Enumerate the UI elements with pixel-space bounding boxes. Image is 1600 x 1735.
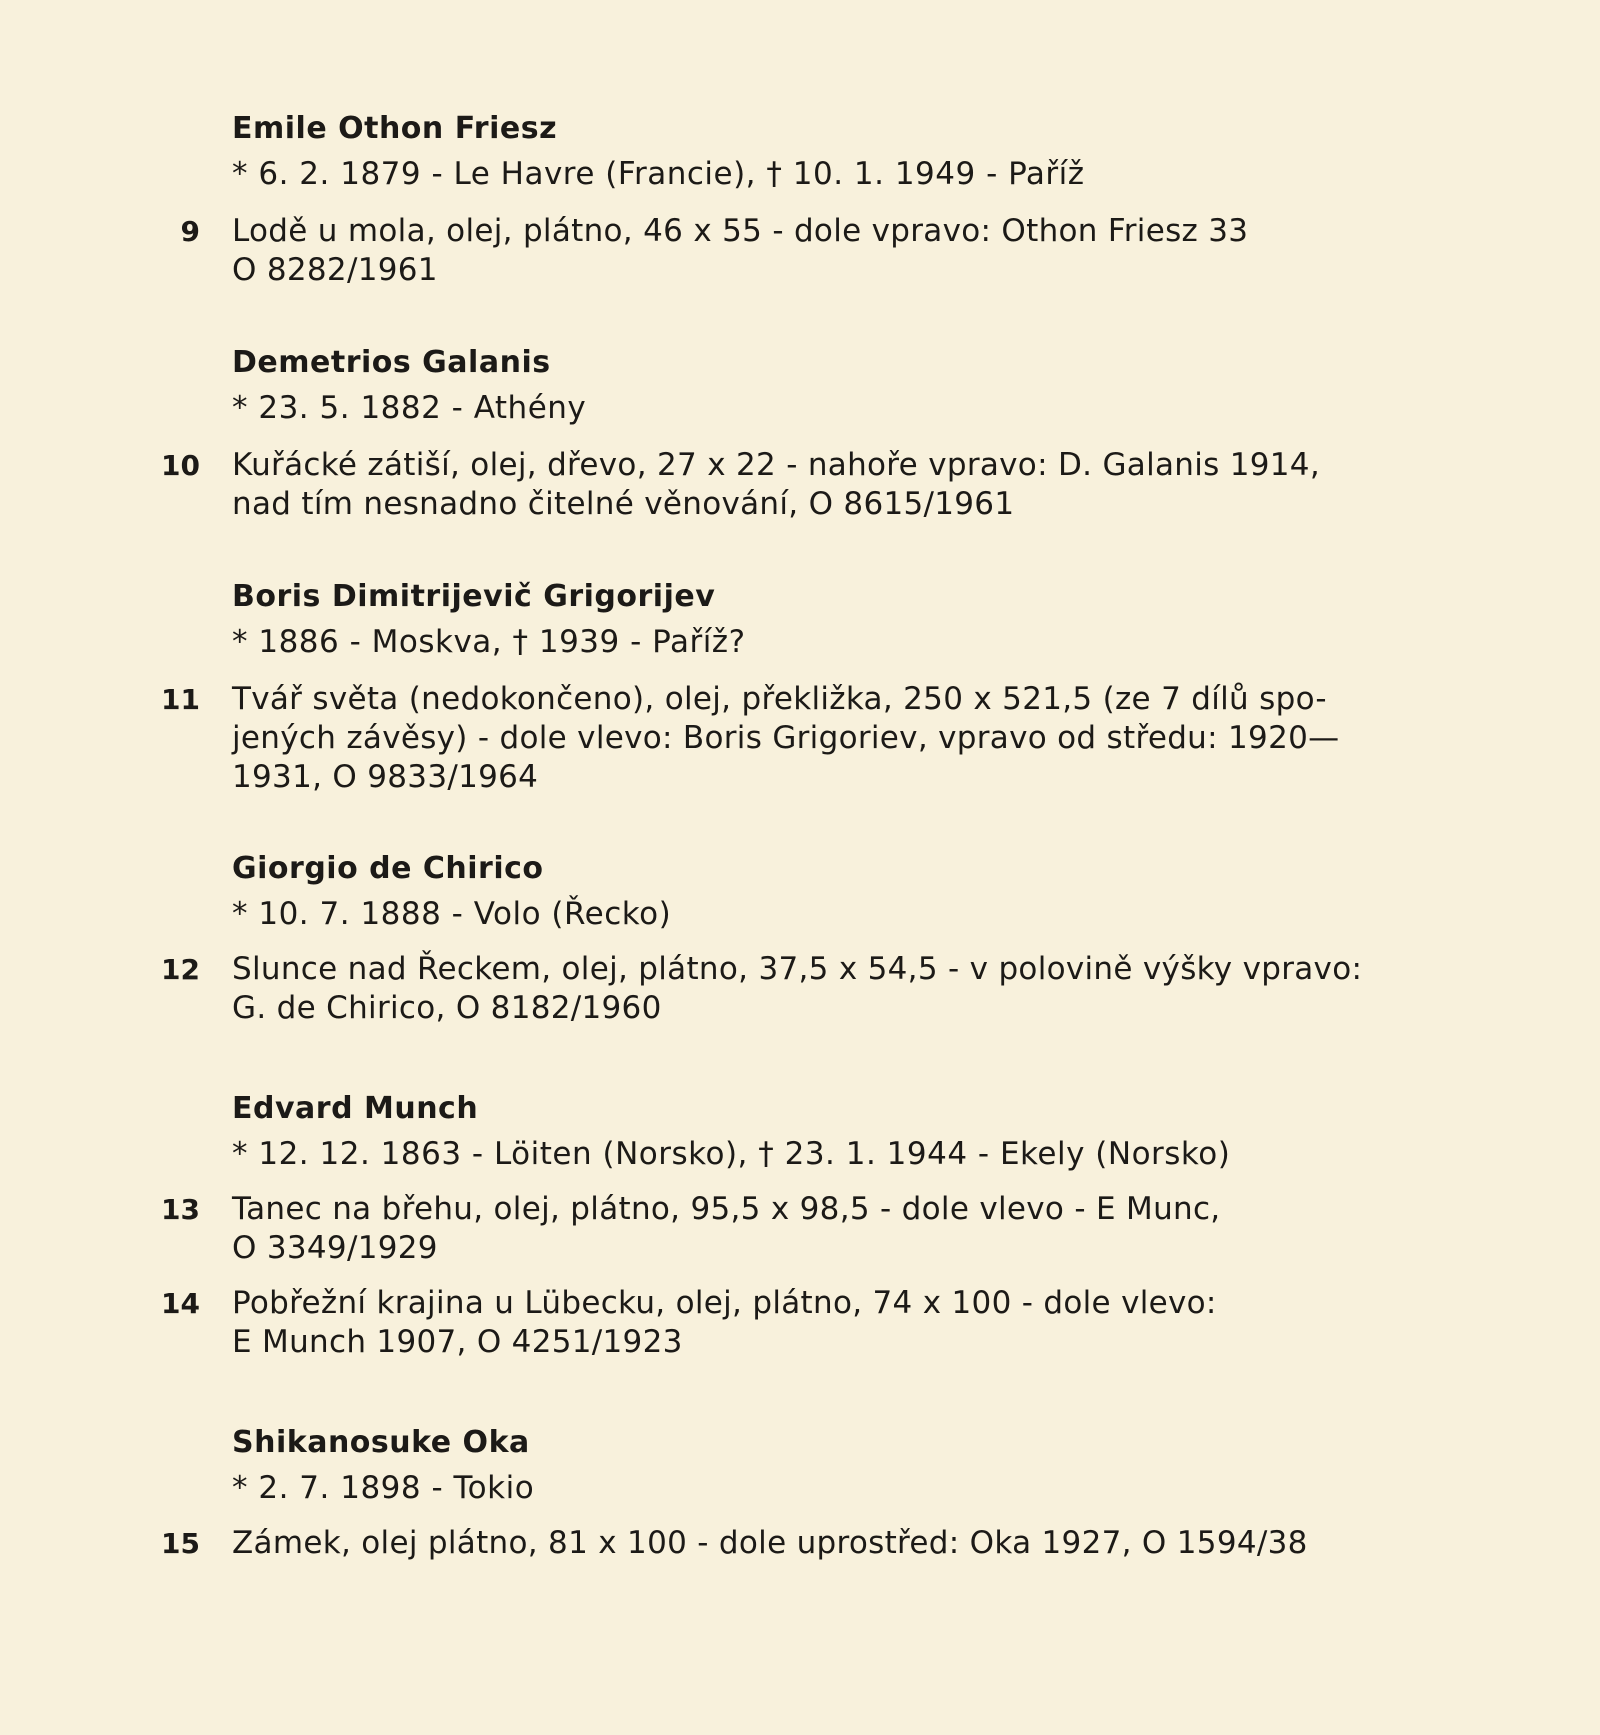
description-line: O 8282/1961: [232, 252, 438, 288]
artist-dates: * 1886 - Moskva, † 1939 - Paříž?: [232, 624, 746, 660]
artist-entry: [232, 578, 1442, 662]
description-line: O 3349/1929: [232, 1230, 438, 1266]
description-line: Pobřežní krajina u Lübecku, olej, plátno, 74 x 100 - dole vlevo:: [232, 1285, 1217, 1321]
artist-name: Edvard Munch: [232, 1091, 479, 1126]
description-line: Slunce nad Řeckem, olej, plátno, 37,5 x 54,5 - v polovině výšky vpravo:: [232, 951, 1363, 987]
artist-entry: [232, 344, 1442, 428]
artist-entry: [232, 110, 1442, 194]
description-line: jených závěsy) - dole vlevo: Boris Grigoriev, vpravo od středu: 1920—: [232, 720, 1340, 756]
artwork-description: [232, 950, 1435, 1028]
description-line: E Munch 1907, O 4251/1923: [232, 1324, 683, 1360]
artwork-entry: [150, 446, 1435, 524]
artist-dates: * 2. 7. 1898 - Tokio: [232, 1470, 535, 1506]
description-line: Lodě u mola, olej, plátno, 46 x 55 - dole vpravo: Othon Friesz 33: [232, 213, 1249, 249]
artist-dates: * 12. 12. 1863 - Löiten (Norsko), † 23. 1. 1944 - Ekely (Norsko): [232, 1136, 1231, 1172]
catalogue-number: 15: [161, 1527, 200, 1560]
description-line: G. de Chirico, O 8182/1960: [232, 990, 662, 1026]
artwork-description: [232, 1190, 1435, 1268]
artwork-description: [232, 680, 1435, 797]
artist-entry: [232, 1090, 1442, 1174]
artist-name: Demetrios Galanis: [232, 345, 551, 380]
artwork-description: [232, 446, 1435, 524]
description-line: Tvář světa (nedokončeno), olej, překližka, 250 x 521,5 (ze 7 dílů spo-: [232, 681, 1327, 717]
artist-dates: * 10. 7. 1888 - Volo (Řecko): [232, 896, 672, 932]
description-line: Zámek, olej plátno, 81 x 100 - dole uprostřed: Oka 1927, O 1594/38: [232, 1525, 1308, 1561]
artist-dates: * 6. 2. 1879 - Le Havre (Francie), † 10. 1. 1949 - Paříž: [232, 156, 1085, 192]
catalogue-number: 13: [161, 1193, 200, 1226]
catalogue-number: 10: [161, 449, 200, 482]
catalogue-number: 9: [180, 215, 200, 248]
description-line: Tanec na břehu, olej, plátno, 95,5 x 98,5 - dole vlevo - E Munc,: [232, 1191, 1221, 1227]
description-line: 1931, O 9833/1964: [232, 759, 539, 795]
artwork-description: [232, 212, 1435, 290]
artwork-entry: [150, 1284, 1435, 1362]
artwork-entry: [150, 212, 1435, 290]
artist-name: Boris Dimitrijevič Grigorijev: [232, 579, 716, 614]
catalogue-number: 14: [161, 1287, 200, 1320]
artist-name: Giorgio de Chirico: [232, 851, 544, 886]
description-line: nad tím nesnadno čitelné věnování, O 8615/1961: [232, 486, 1015, 522]
artwork-entry: [150, 680, 1435, 797]
artist-name: Shikanosuke Oka: [232, 1425, 530, 1460]
catalogue-number: 12: [161, 953, 200, 986]
artwork-entry: [150, 950, 1435, 1028]
description-line: Kuřácké zátiší, olej, dřevo, 27 x 22 - nahoře vpravo: D. Galanis 1914,: [232, 447, 1320, 483]
artwork-description: [232, 1524, 1435, 1563]
artwork-entry: [150, 1524, 1435, 1563]
artist-name: Emile Othon Friesz: [232, 111, 558, 146]
artwork-description: [232, 1284, 1435, 1362]
artist-entry: [232, 1424, 1442, 1508]
catalogue-number: 11: [161, 683, 200, 716]
artist-entry: [232, 850, 1442, 934]
artist-dates: * 23. 5. 1882 - Athény: [232, 390, 587, 426]
artwork-entry: [150, 1190, 1435, 1268]
